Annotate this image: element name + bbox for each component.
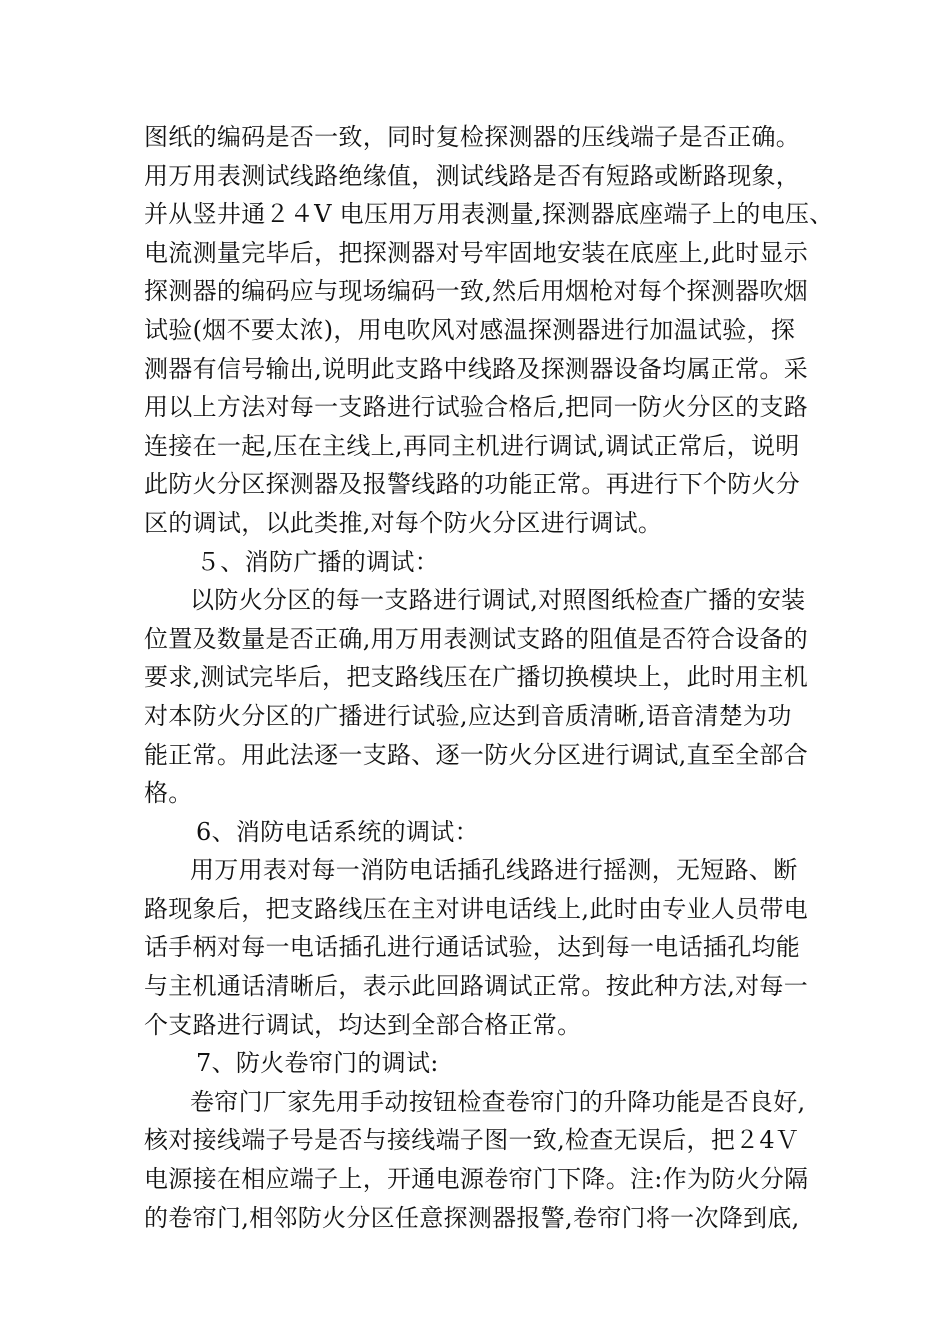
text-line: 能正常。用此法逐一支路、逐一防火分区进行调试,直至全部合 xyxy=(144,740,809,769)
section-heading-broadcast: ５、消防广播的调试： xyxy=(196,547,439,576)
text-line: 核对接线端子号是否与接线端子图一致,检查无误后，把２4Ｖ xyxy=(144,1126,800,1155)
text-line: 用以上方法对每一支路进行试验合格后,把同一防火分区的支路 xyxy=(144,393,809,422)
text-line: 个支路进行调试，均达到全部合格正常。 xyxy=(144,1010,582,1039)
text-line: 区的调试，以此类推,对每个防火分区进行调试。 xyxy=(144,508,663,537)
text-line: 要求,测试完毕后，把支路线压在广播切换模块上，此时用主机 xyxy=(144,663,809,692)
text-line: 以防火分区的每一支路进行调试,对照图纸检查广播的安装 xyxy=(190,586,806,615)
text-line: 话手柄对每一电话插孔进行通话试验，达到每一电话插孔均能 xyxy=(144,933,801,962)
text-line: 并从竖井通２４V 电压用万用表测量,探测器底座端子上的电压、 xyxy=(144,200,834,229)
section-heading-telephone: 6、消防电话系统的调试： xyxy=(196,817,479,846)
text-line: 探测器的编码应与现场编码一致,然后用烟枪对每个探测器吹烟 xyxy=(144,277,809,306)
text-line: 路现象后，把支路线压在主对讲电话线上,此时由专业人员带电 xyxy=(144,894,809,923)
text-line: 测器有信号输出,说明此支路中线路及探测器设备均属正常。采 xyxy=(144,354,809,383)
body-text xyxy=(144,118,834,1237)
text-line: 电源接在相应端子上，开通电源卷帘门下降。注:作为防火分隔 xyxy=(144,1165,809,1194)
text-line: 位置及数量是否正确,用万用表测试支路的阻值是否符合设备的 xyxy=(144,624,809,653)
text-line: 连接在一起,压在主线上,再同主机进行调试,调试正常后，说明 xyxy=(144,431,800,460)
text-line: 用万用表对每一消防电话插孔线路进行摇测，无短路、断 xyxy=(190,856,798,885)
text-line: 此防火分区探测器及报警线路的功能正常。再进行下个防火分 xyxy=(144,470,801,499)
text-line: 的卷帘门,相邻防火分区任意探测器报警,卷帘门将一次降到底, xyxy=(144,1203,800,1232)
text-line: 卷帘门厂家先用手动按钮检查卷帘门的升降功能是否良好, xyxy=(190,1087,806,1116)
text-line: 与主机通话清晰后，表示此回路调试正常。按此种方法,对每一 xyxy=(144,972,809,1001)
section-heading-rolling-door: 7、防火卷帘门的调试: xyxy=(196,1049,439,1078)
text-line: 电流测量完毕后，把探测器对号牢固地安装在底座上,此时显示 xyxy=(144,238,809,267)
text-line: 试验(烟不要太浓)，用电吹风对感温探测器进行加温试验，探 xyxy=(144,315,796,344)
text-line: 图纸的编码是否一致，同时复检探测器的压线端子是否正确。 xyxy=(144,123,801,151)
text-line: 用万用表测试线路绝缘值，测试线路是否有短路或断路现象， xyxy=(144,161,801,190)
text-line: 格。 xyxy=(144,779,193,808)
text-line: 对本防火分区的广播进行试验,应达到音质清晰,语音清楚为功 xyxy=(144,701,792,730)
